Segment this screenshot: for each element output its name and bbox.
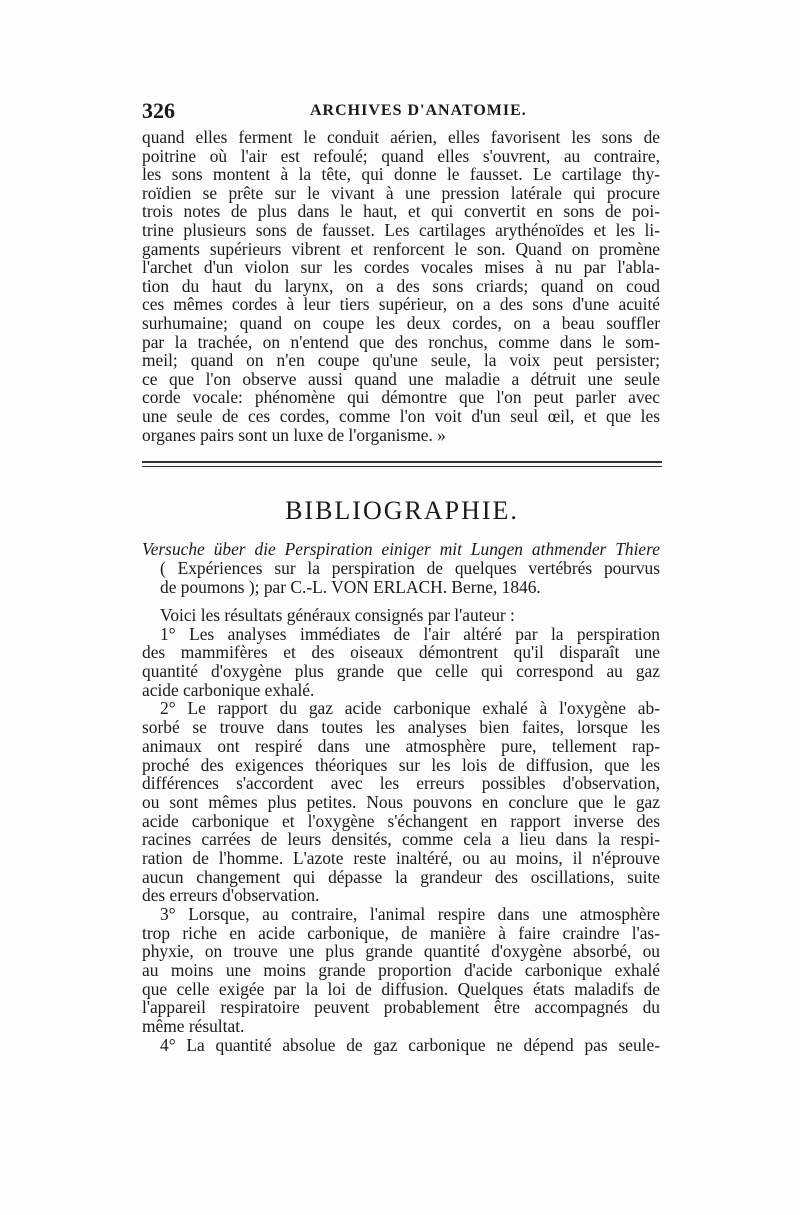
text-line: animaux ont respiré dans une atmosphère pure, tellement rap- [142,735,660,756]
reference-line: ( Expériences sur la perspiration de quelques vertébrés pourvus [160,557,660,578]
text-line: 2° Le rapport du gaz acide carbonique exhalé à l'oxygène ab- [160,698,660,719]
text-line: corde vocale: phénomène qui démontre que l'on peut parler avec [142,387,660,408]
text-line: 1° Les analyses immédiates de l'air altéré par la perspiration [160,623,660,644]
text-line: racines carrées de leurs densités, comme cela a lieu dans la respi- [142,829,660,850]
text-line: 3° Lorsque, au contraire, l'animal respire dans une atmosphère [160,904,660,924]
text-line: ou sont mêmes plus petites. Nous pouvons en conclure que le gaz [142,791,660,812]
review-body [142,606,660,1055]
text-line: trine plusieurs sons de fausset. Les cartilages arythénoïdes et les li- [142,219,660,240]
text-line: meil; quand on n'en coupe qu'une seule, la voix peut persister; [142,350,660,371]
page-number: 326 [142,98,175,123]
text-line: proché des exigences théoriques sur les lois de diffusion, que les [142,754,660,775]
text-line: au moins une moins grande proportion d'acide carbonique exhalé [142,960,660,981]
text-line: aucun changement qui dépasse la grandeur des oscillations, suite [142,866,660,887]
text-line: quantité d'oxygène plus grande que celle qui correspond au gaz [142,661,660,682]
reference-title: Versuche über die Perspiration einiger mit Lungen athmender Thiere [142,539,660,559]
text-line: ce que l'on observe aussi quand une maladie a détruit une seule [142,368,660,389]
text-line: quand elles ferment le conduit aérien, elles favorisent les sons de [142,127,660,147]
text-line: 4° La quantité absolue de gaz carbonique ne dépend pas seule- [160,1034,660,1055]
text-line: par la trachée, on n'entend que des ronchus, comme dans le som- [142,331,660,352]
text-line: l'archet d'un violon sur les cordes vocales mises à nu par l'abla- [142,257,660,278]
text-line: organes pairs sont un luxe de l'organisme. » [142,424,446,445]
section-rule-bottom [142,466,662,467]
text-line: une seule de ces cordes, comme l'on voit d'un seul œil, et que les [142,405,660,426]
text-line: trois notes de plus dans le haut, et qui convertit en sons de poi- [142,201,660,222]
text-line: ces mêmes cordes à leur tiers supérieur, on a des sons d'une acuité [142,294,660,315]
text-line: les sons montent à la tête, qui donne le fausset. Le cartilage thy- [142,164,660,185]
text-line: acide carbonique exhalé. [142,679,315,700]
text-line: l'appareil respiratoire peuvent probablement être accompagnés du [142,997,660,1018]
text-line: poitrine où l'air est refoulé; quand elles s'ouvrent, au contraire, [142,145,660,166]
text-line: roïdien se prête sur le vivant à une pression latérale qui procure [142,182,660,203]
text-line: tion du haut du larynx, on a des sons criards; quand on coud [142,275,660,296]
section-title: BIBLIOGRAPHIE. [285,496,519,525]
text-line: acide carbonique et l'oxygène s'échangent en rapport inverse des [142,810,660,831]
text-line: des mammifères et des oiseaux démontrent qu'il disparaît une [142,642,660,663]
text-line: différences s'accordent avec les erreurs possibles d'observation, [142,773,660,794]
text-line: que celle exigée par la loi de diffusion. Quelques états maladifs de [142,978,660,999]
text-line: des erreurs d'observation. [142,885,320,906]
section-rule-top [142,461,662,463]
text-line: Voici les résultats généraux consignés par l'auteur : [160,605,515,625]
intro-paragraph [142,128,660,444]
text-line: sorbé se trouve dans toutes les analyses bien faites, lorsque les [142,717,660,738]
running-head: ARCHIVES D'ANATOMIE. [310,102,527,119]
text-line: ration de l'homme. L'azote reste inaltéré, ou au moins, il n'éprouve [142,847,660,868]
text-line: phyxie, on trouve une plus grande quantité d'oxygène absorbé, ou [142,941,660,962]
text-line: trop riche en acide carbonique, de manière à faire craindre l'as- [142,922,660,943]
text-line: surhumaine; quand on coupe les deux cordes, on a beau souffler [142,312,660,333]
text-line: même résultat. [142,1016,245,1037]
page-header [142,98,662,124]
text-line: gaments supérieurs vibrent et renforcent le son. Quand on promène [142,238,660,259]
reference-line: de poumons ); par C.-L. VON ERLACH. Berne, 1846. [160,576,541,597]
bibliographic-reference [142,540,660,596]
